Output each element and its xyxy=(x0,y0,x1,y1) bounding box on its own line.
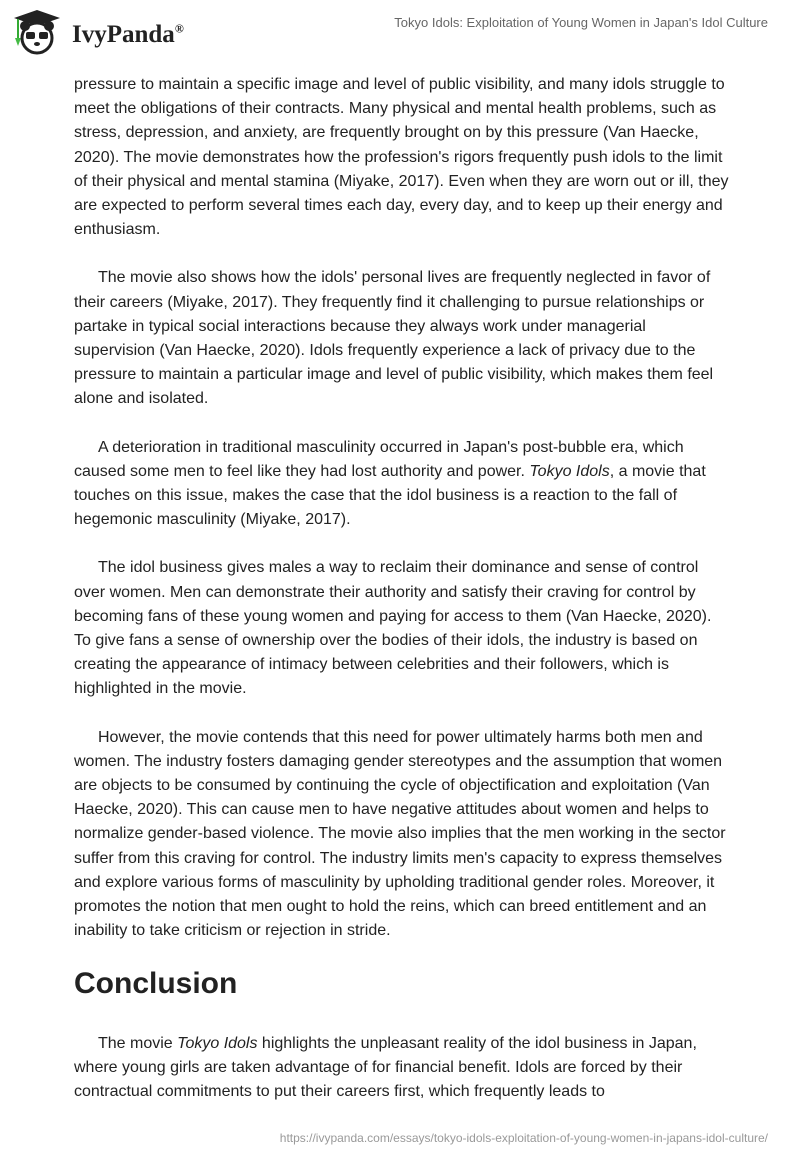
brand-name xyxy=(72,21,184,49)
conclusion-heading: Conclusion xyxy=(74,966,238,1000)
essay-body xyxy=(74,73,729,1128)
paragraph-5: However, the movie contends that this need for power ultimately harms both men and women. The industry fosters damaging gender stereotypes and the assumption that women are objects to be consumed by continuing the cycle of objectification and exploitation (Van Haecke, 2020). This can cause men to have negative attitudes about women and helps to normalize gender-based violence. The movie also implies that the men working in the sector suffer from this craving for control. The industry limits men's capacity to express themselves and explore various forms of masculinity by upholding traditional gender roles. Moreover, it promotes the notion that men ought to hold the reins, which can breed entitlement and an inability to take criticism or rejection in stride. xyxy=(74,728,726,940)
document-title: Tokyo Idols: Exploitation of Young Women in Japan's Idol Culture xyxy=(394,15,768,30)
paragraph-1: pressure to maintain a specific image and level of public visibility, and many idols struggle to meet the obligations of their contracts. Many physical and mental health problems, such as stress, depression, and anxiety, are frequently brought on by this pressure (Van Haecke, 2020). The movie demonstrates how the profession's rigors frequently push idols to the limit of their physical and mental stamina (Miyake, 2017). Even when they are worn out or ill, they are expected to perform several times each day, every day, and to keep up their energy and enthusiasm. xyxy=(74,76,729,239)
registered-mark: ® xyxy=(174,21,184,36)
paragraph-text: A deterioration in traditional masculinity occurred in Japan's post-bubble era, which caused some men to feel like they had lost authority and power. xyxy=(74,438,684,480)
ivypanda-logo[interactable] xyxy=(12,8,184,56)
brand-text: IvyPanda xyxy=(72,21,175,48)
panda-graduate-icon xyxy=(12,8,62,56)
movie-title: Tokyo Idols xyxy=(177,1034,258,1052)
footer-url[interactable]: https://ivypanda.com/essays/tokyo-idols-exploitation-of-young-women-in-japans-idol-culture/ xyxy=(279,1131,768,1145)
paragraph-2: The movie also shows how the idols' personal lives are frequently neglected in favor of their careers (Miyake, 2017). They frequently find it challenging to pursue relationships or partake in typical social interactions because they always work under managerial supervision (Van Haecke, 2020). Idols frequently experience a lack of privacy due to the pressure to maintain a particular image and level of public visibility, which makes them feel alone and isolated. xyxy=(74,269,714,408)
movie-title: Tokyo Idols xyxy=(529,462,610,480)
paragraph-text: highlights the unpleasant reality of the idol business in Japan, where young girls are taken advantage of for financial benefit. Idols are forced by their contractual commitments to put their careers first, which frequently leads to xyxy=(74,1034,697,1100)
paragraph-3 xyxy=(74,436,729,533)
conclusion-paragraph xyxy=(74,1032,729,1105)
paragraph-text: , a movie that touches on this issue, makes the case that the idol business is a reaction to the fall of hegemonic masculinity (Miyake, 2017). xyxy=(74,462,706,529)
paragraph-4: The idol business gives males a way to reclaim their dominance and sense of control over women. Men can demonstrate their authority and satisfy their craving for control by becoming fans of these young women and paying for access to them (Van Haecke, 2020). To give fans a sense of ownership over the bodies of their idols, the industry is based on creating the appearance of intimacy between celebrities and their followers, which is highlighted in the movie. xyxy=(74,559,712,698)
paragraph-text: The movie xyxy=(98,1034,178,1052)
